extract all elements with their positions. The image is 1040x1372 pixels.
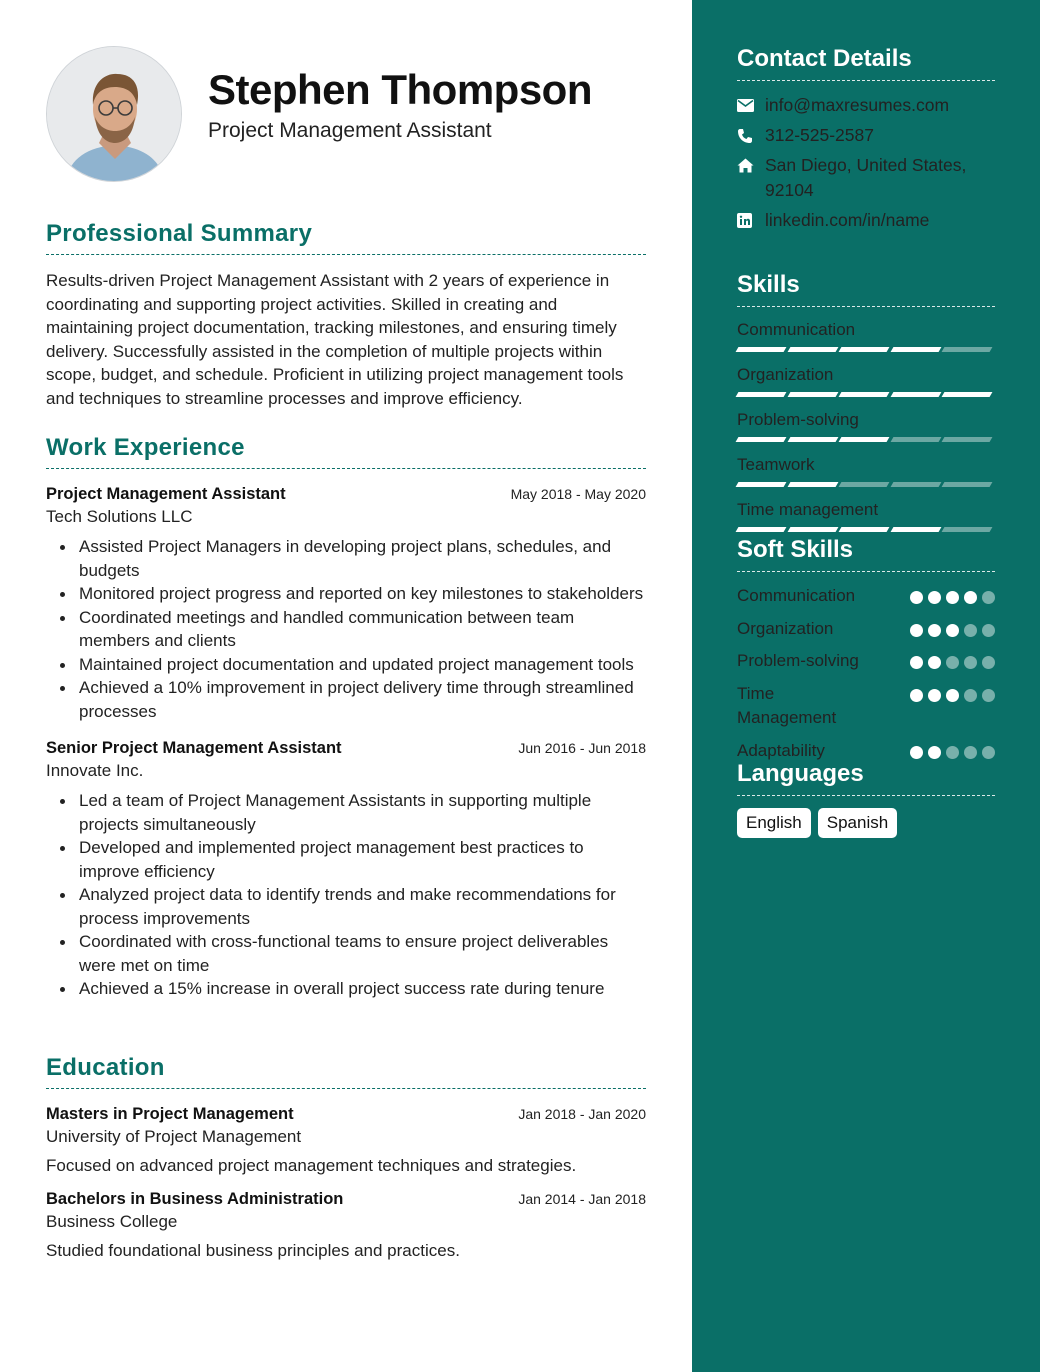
rating-dot bbox=[964, 689, 977, 702]
school-name: University of Project Management bbox=[46, 1127, 302, 1146]
skill-item bbox=[737, 410, 995, 442]
language-tag: Spanish bbox=[818, 808, 897, 838]
soft-skill-name: Communication bbox=[737, 586, 856, 605]
profile-photo bbox=[46, 46, 182, 182]
contact-text: San Diego, United States, 92104 bbox=[765, 155, 967, 200]
contact-list bbox=[737, 93, 995, 233]
soft-skill-rating bbox=[910, 739, 995, 759]
contact-text: linkedin.com/in/name bbox=[765, 210, 930, 230]
skill-segment bbox=[839, 482, 889, 487]
skill-level-bar bbox=[737, 482, 995, 487]
education-description: Focused on advanced project management techniques and strategies. bbox=[46, 1156, 577, 1175]
rating-dot bbox=[928, 656, 941, 669]
rating-dot bbox=[910, 591, 923, 604]
degree-title: Masters in Project Management bbox=[46, 1105, 294, 1123]
rating-dot bbox=[946, 746, 959, 759]
envelope-icon bbox=[737, 93, 765, 118]
school-name: Business College bbox=[46, 1212, 178, 1231]
rating-dot bbox=[946, 591, 959, 604]
soft-skill-item bbox=[737, 584, 995, 609]
skill-segment bbox=[942, 437, 992, 442]
rating-dot bbox=[910, 624, 923, 637]
rating-dot bbox=[982, 591, 995, 604]
skill-segment bbox=[839, 347, 889, 352]
rating-dot bbox=[982, 746, 995, 759]
education-date: Jan 2014 - Jan 2018 bbox=[518, 1191, 646, 1207]
skill-level-bar bbox=[737, 392, 995, 397]
skill-segment bbox=[942, 527, 992, 532]
rating-dot bbox=[946, 689, 959, 702]
education-date: Jan 2018 - Jan 2020 bbox=[518, 1106, 646, 1122]
bullet-item: Monitored project progress and reported on key milestones to stakeholders bbox=[46, 582, 646, 606]
skill-item bbox=[737, 500, 995, 532]
skill-segment bbox=[890, 437, 940, 442]
rating-dot bbox=[928, 624, 941, 637]
soft-skill-item bbox=[737, 682, 995, 731]
skill-level-bar bbox=[737, 347, 995, 352]
job-bullets bbox=[46, 535, 646, 723]
section-heading: Education bbox=[46, 1054, 646, 1089]
soft-skills-list bbox=[737, 584, 995, 763]
job-company: Tech Solutions LLC bbox=[46, 507, 193, 526]
skill-segment bbox=[787, 347, 837, 352]
candidate-name: Stephen Thompson bbox=[208, 66, 592, 113]
section-heading: Skills bbox=[737, 271, 995, 307]
section-heading: Work Experience bbox=[46, 434, 646, 469]
rating-dot bbox=[910, 689, 923, 702]
soft-skill-rating bbox=[910, 584, 995, 604]
language-tags bbox=[737, 808, 995, 838]
candidate-title: Project Management Assistant bbox=[208, 119, 492, 142]
education-entry bbox=[46, 1190, 646, 1261]
section-heading: Languages bbox=[737, 760, 995, 796]
skill-segment bbox=[942, 482, 992, 487]
contact-email[interactable] bbox=[737, 93, 995, 118]
education-description: Studied foundational business principles and practices. bbox=[46, 1241, 460, 1260]
languages-section bbox=[737, 760, 995, 838]
contact-linkedin[interactable] bbox=[737, 208, 995, 233]
rating-dot bbox=[964, 656, 977, 669]
section-heading: Professional Summary bbox=[46, 220, 646, 255]
job-bullets bbox=[46, 789, 646, 1001]
contact-section bbox=[737, 45, 995, 238]
skill-segment bbox=[736, 527, 786, 532]
rating-dot bbox=[964, 746, 977, 759]
job-title: Senior Project Management Assistant bbox=[46, 739, 342, 757]
skill-level-bar bbox=[737, 527, 995, 532]
rating-dot bbox=[928, 746, 941, 759]
bullet-item: Developed and implemented project management best practices to improve efficiency bbox=[46, 836, 646, 883]
soft-skill-rating bbox=[910, 617, 995, 637]
job-title: Project Management Assistant bbox=[46, 485, 286, 503]
skill-name: Problem-solving bbox=[737, 410, 859, 429]
rating-dot bbox=[982, 624, 995, 637]
bullet-item: Coordinated with cross-functional teams to ensure project deliverables were met on time bbox=[46, 930, 646, 977]
rating-dot bbox=[928, 591, 941, 604]
skills-list bbox=[737, 320, 995, 532]
skill-item bbox=[737, 365, 995, 397]
bullet-item: Coordinated meetings and handled communication between team members and clients bbox=[46, 606, 646, 653]
rating-dot bbox=[910, 746, 923, 759]
experience-section bbox=[46, 434, 646, 1001]
soft-skill-name: Problem-solving bbox=[737, 651, 859, 670]
rating-dot bbox=[928, 689, 941, 702]
skill-segment bbox=[890, 527, 940, 532]
skill-segment bbox=[839, 437, 889, 442]
skills-section bbox=[737, 271, 995, 532]
summary-section bbox=[46, 220, 646, 411]
skill-segment bbox=[736, 392, 786, 397]
skill-segment bbox=[890, 392, 940, 397]
rating-dot bbox=[964, 591, 977, 604]
job-entry bbox=[46, 485, 646, 723]
rating-dot bbox=[964, 624, 977, 637]
bullet-item: Maintained project documentation and updated project management tools bbox=[46, 653, 646, 677]
bullet-item: Assisted Project Managers in developing project plans, schedules, and budgets bbox=[46, 535, 646, 582]
degree-title: Bachelors in Business Administration bbox=[46, 1190, 344, 1208]
skill-item bbox=[737, 320, 995, 352]
contact-text: info@maxresumes.com bbox=[765, 95, 950, 115]
bullet-item: Achieved a 15% increase in overall project success rate during tenure bbox=[46, 977, 646, 1001]
skill-segment bbox=[942, 392, 992, 397]
skill-segment bbox=[736, 437, 786, 442]
skill-segment bbox=[787, 392, 837, 397]
education-section bbox=[46, 1054, 646, 1261]
skill-item bbox=[737, 455, 995, 487]
skill-name: Time management bbox=[737, 500, 879, 519]
skill-segment bbox=[890, 482, 940, 487]
section-heading: Contact Details bbox=[737, 45, 995, 81]
soft-skill-rating bbox=[910, 649, 995, 669]
job-company: Innovate Inc. bbox=[46, 761, 144, 780]
home-icon bbox=[737, 153, 765, 178]
education-entry bbox=[46, 1105, 646, 1176]
rating-dot bbox=[982, 689, 995, 702]
rating-dot bbox=[946, 624, 959, 637]
language-tag: English bbox=[737, 808, 811, 838]
skill-level-bar bbox=[737, 437, 995, 442]
soft-skill-item bbox=[737, 617, 995, 642]
job-date: Jun 2016 - Jun 2018 bbox=[518, 740, 646, 756]
contact-phone[interactable] bbox=[737, 123, 995, 148]
job-entry bbox=[46, 739, 646, 1001]
contact-text: 312-525-2587 bbox=[765, 125, 874, 145]
skill-name: Organization bbox=[737, 365, 834, 384]
skill-segment bbox=[787, 482, 837, 487]
phone-icon bbox=[737, 123, 765, 148]
soft-skill-rating bbox=[910, 682, 995, 702]
skill-segment bbox=[736, 482, 786, 487]
skill-segment bbox=[787, 527, 837, 532]
summary-text: Results-driven Project Management Assistant with 2 years of experience in coordinating and supporting project activities. Skilled in creating and maintaining project documentation, tracking milestones, and ensuring timely delivery. Successfully assisted in the completion of multiple projects within scope, budget, and schedule. Proficient in utilizing project management tools and techniques to streamline processes and improve efficiency. bbox=[46, 271, 624, 408]
skill-segment bbox=[787, 437, 837, 442]
skill-segment bbox=[890, 347, 940, 352]
linkedin-icon bbox=[737, 208, 765, 233]
soft-skill-item bbox=[737, 649, 995, 674]
rating-dot bbox=[946, 656, 959, 669]
bullet-item: Achieved a 10% improvement in project delivery time through streamlined processes bbox=[46, 676, 646, 723]
soft-skill-name: Organization bbox=[737, 618, 834, 638]
rating-dot bbox=[910, 656, 923, 669]
skill-name: Communication bbox=[737, 320, 856, 339]
section-heading: Soft Skills bbox=[737, 536, 995, 572]
skill-name: Teamwork bbox=[737, 455, 815, 474]
bullet-item: Analyzed project data to identify trends and make recommendations for process improvements bbox=[46, 883, 646, 930]
skill-segment bbox=[839, 527, 889, 532]
soft-skill-name: Adaptability bbox=[737, 740, 825, 760]
skill-segment bbox=[942, 347, 992, 352]
soft-skill-name: Time Management bbox=[737, 683, 837, 727]
contact-address bbox=[737, 153, 995, 203]
soft-skills-section bbox=[737, 536, 995, 763]
rating-dot bbox=[982, 656, 995, 669]
skill-segment bbox=[839, 392, 889, 397]
bullet-item: Led a team of Project Management Assistants in supporting multiple projects simultaneously bbox=[46, 789, 646, 836]
skill-segment bbox=[736, 347, 786, 352]
job-date: May 2018 - May 2020 bbox=[510, 486, 646, 502]
